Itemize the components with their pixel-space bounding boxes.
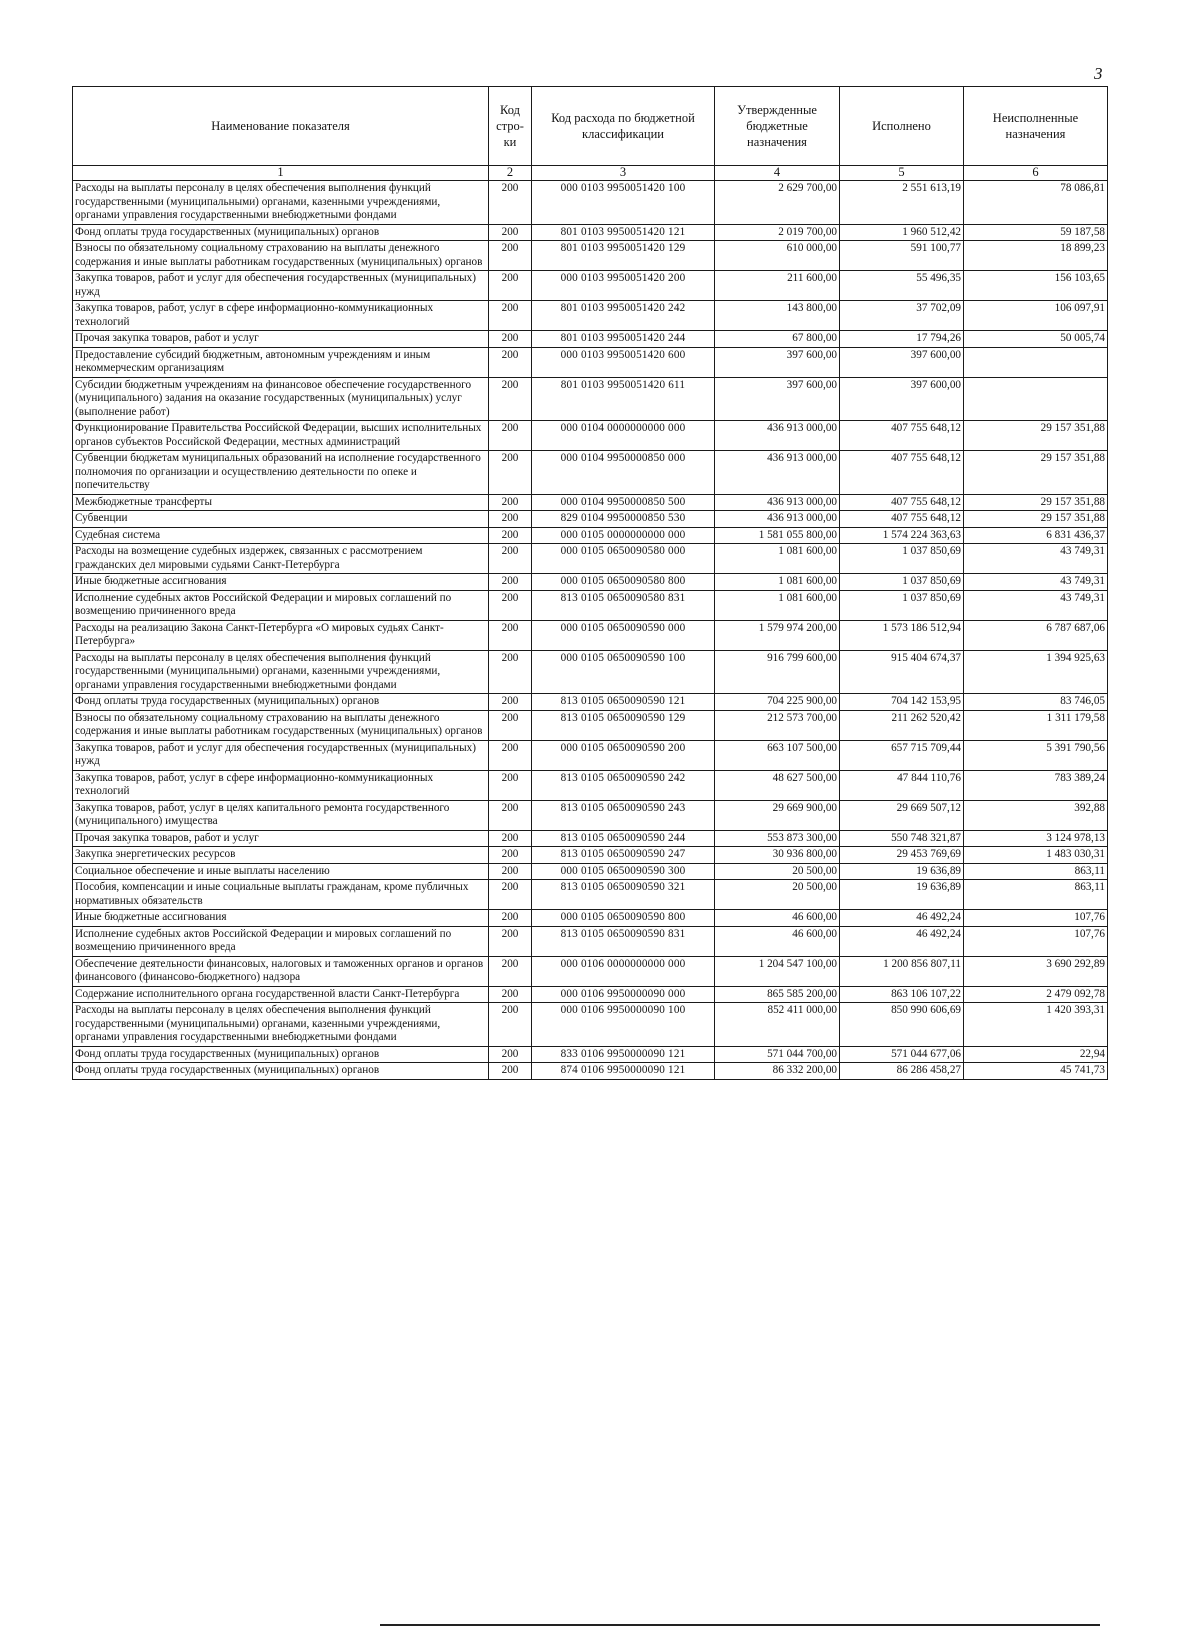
header-expense-code: Код расхода по бюджетной классификации [532, 87, 715, 166]
row-name: Взносы по обязательному социальному страхованию на выплаты денежного содержания и иные выплаты работникам государственных (муниципальных) органов [73, 241, 489, 271]
row-name: Иные бюджетные ассигнования [73, 574, 489, 591]
row-unexecuted: 43 749,31 [964, 574, 1108, 591]
row-line-code: 200 [489, 377, 532, 421]
row-unexecuted: 863,11 [964, 863, 1108, 880]
row-unexecuted: 107,76 [964, 910, 1108, 927]
row-line-code: 200 [489, 880, 532, 910]
row-name: Фонд оплаты труда государственных (муниципальных) органов [73, 1063, 489, 1080]
row-executed: 29 669 507,12 [840, 800, 964, 830]
row-executed: 915 404 674,37 [840, 650, 964, 694]
row-approved: 20 500,00 [715, 880, 840, 910]
row-unexecuted [964, 377, 1108, 421]
row-approved: 86 332 200,00 [715, 1063, 840, 1080]
row-approved: 1 204 547 100,00 [715, 956, 840, 986]
row-executed: 46 492,24 [840, 926, 964, 956]
row-line-code: 200 [489, 527, 532, 544]
row-name: Расходы на возмещение судебных издержек, связанных с рассмотрением гражданских дел мировыми судьями Санкт-Петербурга [73, 544, 489, 574]
row-name: Прочая закупка товаров, работ и услуг [73, 830, 489, 847]
header-row [73, 87, 1108, 166]
table-row [73, 574, 1108, 591]
row-approved: 553 873 300,00 [715, 830, 840, 847]
row-executed: 29 453 769,69 [840, 847, 964, 864]
table-row [73, 847, 1108, 864]
row-name: Исполнение судебных актов Российской Федерации и мировых соглашений по возмещению причиненного вреда [73, 926, 489, 956]
row-unexecuted: 29 157 351,88 [964, 421, 1108, 451]
row-line-code: 200 [489, 347, 532, 377]
row-name: Функционирование Правительства Российской Федерации, высших исполнительных органов субъектов Российской Федерации, местных администраций [73, 421, 489, 451]
row-expense-code: 000 0105 0650090590 800 [532, 910, 715, 927]
row-unexecuted: 1 394 925,63 [964, 650, 1108, 694]
row-unexecuted: 43 749,31 [964, 590, 1108, 620]
row-approved: 852 411 000,00 [715, 1003, 840, 1047]
row-unexecuted: 18 899,23 [964, 241, 1108, 271]
row-executed: 571 044 677,06 [840, 1046, 964, 1063]
row-line-code: 200 [489, 331, 532, 348]
table-row [73, 830, 1108, 847]
row-line-code: 200 [489, 800, 532, 830]
row-expense-code: 813 0105 0650090590 831 [532, 926, 715, 956]
row-name: Субвенции бюджетам муниципальных образований на исполнение государственного полномочия по организации и осуществлению деятельности по опеке и попечительству [73, 451, 489, 495]
row-line-code: 200 [489, 421, 532, 451]
header-executed: Исполнено [840, 87, 964, 166]
row-line-code: 200 [489, 241, 532, 271]
row-line-code: 200 [489, 710, 532, 740]
row-unexecuted: 43 749,31 [964, 544, 1108, 574]
column-number: 2 [489, 166, 532, 181]
row-approved: 436 913 000,00 [715, 511, 840, 528]
row-executed: 19 636,89 [840, 880, 964, 910]
row-approved: 30 936 800,00 [715, 847, 840, 864]
row-name: Закупка товаров, работ и услуг для обеспечения государственных (муниципальных) нужд [73, 740, 489, 770]
row-unexecuted: 783 389,24 [964, 770, 1108, 800]
row-line-code: 200 [489, 740, 532, 770]
row-approved: 67 800,00 [715, 331, 840, 348]
row-line-code: 200 [489, 1046, 532, 1063]
row-name: Расходы на реализацию Закона Санкт-Петербурга «О мировых судьях Санкт-Петербурга» [73, 620, 489, 650]
row-line-code: 200 [489, 620, 532, 650]
row-executed: 1 200 856 807,11 [840, 956, 964, 986]
row-unexecuted: 3 690 292,89 [964, 956, 1108, 986]
row-line-code: 200 [489, 910, 532, 927]
row-executed: 46 492,24 [840, 910, 964, 927]
row-name: Прочая закупка товаров, работ и услуг [73, 331, 489, 348]
table-row [73, 880, 1108, 910]
row-unexecuted: 45 741,73 [964, 1063, 1108, 1080]
header-line-code: Код стро- ки [489, 87, 532, 166]
row-line-code: 200 [489, 956, 532, 986]
row-executed: 37 702,09 [840, 301, 964, 331]
table-row [73, 956, 1108, 986]
row-name: Закупка товаров, работ, услуг в сфере информационно-коммуникационных технологий [73, 770, 489, 800]
row-approved: 46 600,00 [715, 926, 840, 956]
row-executed: 407 755 648,12 [840, 511, 964, 528]
row-unexecuted: 1 483 030,31 [964, 847, 1108, 864]
table-row [73, 544, 1108, 574]
column-number-row [73, 166, 1108, 181]
row-line-code: 200 [489, 847, 532, 864]
row-unexecuted: 2 479 092,78 [964, 986, 1108, 1003]
row-expense-code: 813 0105 0650090590 129 [532, 710, 715, 740]
row-expense-code: 000 0105 0000000000 000 [532, 527, 715, 544]
row-expense-code: 000 0106 9950000090 000 [532, 986, 715, 1003]
table-row [73, 494, 1108, 511]
table-row [73, 910, 1108, 927]
table-row [73, 301, 1108, 331]
row-expense-code: 000 0105 0650090590 100 [532, 650, 715, 694]
table-row [73, 271, 1108, 301]
row-line-code: 200 [489, 224, 532, 241]
table-row [73, 451, 1108, 495]
row-executed: 591 100,77 [840, 241, 964, 271]
row-executed: 19 636,89 [840, 863, 964, 880]
row-unexecuted: 863,11 [964, 880, 1108, 910]
row-expense-code: 000 0106 0000000000 000 [532, 956, 715, 986]
row-name: Межбюджетные трансферты [73, 494, 489, 511]
row-expense-code: 000 0105 0650090580 800 [532, 574, 715, 591]
row-name: Субсидии бюджетным учреждениям на финансовое обеспечение государственного (муниципального) задания на оказание государственных (муниципальных) услуг (выполнение работ) [73, 377, 489, 421]
row-expense-code: 829 0104 9950000850 530 [532, 511, 715, 528]
column-number: 3 [532, 166, 715, 181]
budget-execution-table [72, 86, 1108, 1080]
row-executed: 657 715 709,44 [840, 740, 964, 770]
column-number: 5 [840, 166, 964, 181]
row-executed: 1 037 850,69 [840, 590, 964, 620]
row-line-code: 200 [489, 511, 532, 528]
row-unexecuted: 29 157 351,88 [964, 494, 1108, 511]
row-expense-code: 000 0103 9950051420 600 [532, 347, 715, 377]
row-expense-code: 000 0105 0650090590 300 [532, 863, 715, 880]
row-name: Фонд оплаты труда государственных (муниципальных) органов [73, 694, 489, 711]
row-name: Иные бюджетные ассигнования [73, 910, 489, 927]
row-approved: 436 913 000,00 [715, 494, 840, 511]
table-row [73, 527, 1108, 544]
table-row [73, 926, 1108, 956]
row-line-code: 200 [489, 494, 532, 511]
row-expense-code: 000 0105 0650090590 000 [532, 620, 715, 650]
row-expense-code: 801 0103 9950051420 244 [532, 331, 715, 348]
row-executed: 407 755 648,12 [840, 451, 964, 495]
row-approved: 436 913 000,00 [715, 451, 840, 495]
row-executed: 211 262 520,42 [840, 710, 964, 740]
row-unexecuted: 106 097,91 [964, 301, 1108, 331]
row-executed: 397 600,00 [840, 347, 964, 377]
row-approved: 143 800,00 [715, 301, 840, 331]
row-approved: 29 669 900,00 [715, 800, 840, 830]
table-row [73, 331, 1108, 348]
table-row [73, 590, 1108, 620]
table-row [73, 800, 1108, 830]
row-expense-code: 801 0103 9950051420 242 [532, 301, 715, 331]
row-name: Субвенции [73, 511, 489, 528]
row-expense-code: 813 0105 0650090580 831 [532, 590, 715, 620]
row-name: Закупка товаров, работ, услуг в целях капитального ремонта государственного (муниципального) имущества [73, 800, 489, 830]
header-approved: Утвержденные бюджетные назначения [715, 87, 840, 166]
row-approved: 1 081 600,00 [715, 544, 840, 574]
row-name: Закупка энергетических ресурсов [73, 847, 489, 864]
row-unexecuted: 156 103,65 [964, 271, 1108, 301]
row-expense-code: 000 0105 0650090580 000 [532, 544, 715, 574]
row-approved: 704 225 900,00 [715, 694, 840, 711]
row-expense-code: 813 0105 0650090590 244 [532, 830, 715, 847]
row-line-code: 200 [489, 574, 532, 591]
row-unexecuted: 78 086,81 [964, 181, 1108, 225]
row-expense-code: 000 0103 9950051420 100 [532, 181, 715, 225]
row-line-code: 200 [489, 830, 532, 847]
row-expense-code: 833 0106 9950000090 121 [532, 1046, 715, 1063]
row-name: Фонд оплаты труда государственных (муниципальных) органов [73, 1046, 489, 1063]
row-unexecuted: 392,88 [964, 800, 1108, 830]
row-approved: 916 799 600,00 [715, 650, 840, 694]
column-number: 6 [964, 166, 1108, 181]
row-line-code: 200 [489, 770, 532, 800]
row-executed: 407 755 648,12 [840, 421, 964, 451]
row-line-code: 200 [489, 926, 532, 956]
row-line-code: 200 [489, 694, 532, 711]
row-unexecuted: 5 391 790,56 [964, 740, 1108, 770]
row-executed: 550 748 321,87 [840, 830, 964, 847]
table-row [73, 224, 1108, 241]
row-name: Социальное обеспечение и иные выплаты населению [73, 863, 489, 880]
row-approved: 436 913 000,00 [715, 421, 840, 451]
table-row [73, 181, 1108, 225]
page-number: 3 [1094, 64, 1103, 83]
table-body [73, 181, 1108, 1080]
row-expense-code: 813 0105 0650090590 247 [532, 847, 715, 864]
row-unexecuted: 29 157 351,88 [964, 451, 1108, 495]
row-approved: 2 629 700,00 [715, 181, 840, 225]
row-name: Расходы на выплаты персоналу в целях обеспечения выполнения функций государственными (муниципальными) органами, казенными учреждениями, органами управления государственными внебюджетными фондами [73, 1003, 489, 1047]
row-expense-code: 813 0105 0650090590 242 [532, 770, 715, 800]
row-unexecuted: 83 746,05 [964, 694, 1108, 711]
row-name: Закупка товаров, работ и услуг для обеспечения государственных (муниципальных) нужд [73, 271, 489, 301]
row-line-code: 200 [489, 301, 532, 331]
row-expense-code: 000 0104 9950000850 000 [532, 451, 715, 495]
row-approved: 1 081 600,00 [715, 590, 840, 620]
row-expense-code: 801 0103 9950051420 129 [532, 241, 715, 271]
row-approved: 397 600,00 [715, 347, 840, 377]
table-row [73, 770, 1108, 800]
row-name: Закупка товаров, работ, услуг в сфере информационно-коммуникационных технологий [73, 301, 489, 331]
row-unexecuted: 29 157 351,88 [964, 511, 1108, 528]
column-number: 4 [715, 166, 840, 181]
row-line-code: 200 [489, 1003, 532, 1047]
row-executed: 397 600,00 [840, 377, 964, 421]
row-line-code: 200 [489, 271, 532, 301]
row-approved: 1 081 600,00 [715, 574, 840, 591]
table-row [73, 377, 1108, 421]
column-number: 1 [73, 166, 489, 181]
row-expense-code: 000 0103 9950051420 200 [532, 271, 715, 301]
row-expense-code: 000 0104 0000000000 000 [532, 421, 715, 451]
row-unexecuted: 6 831 436,37 [964, 527, 1108, 544]
row-executed: 1 574 224 363,63 [840, 527, 964, 544]
row-line-code: 200 [489, 590, 532, 620]
row-approved: 48 627 500,00 [715, 770, 840, 800]
row-executed: 407 755 648,12 [840, 494, 964, 511]
table-row [73, 650, 1108, 694]
table-row [73, 1046, 1108, 1063]
row-line-code: 200 [489, 451, 532, 495]
row-expense-code: 813 0105 0650090590 321 [532, 880, 715, 910]
table-row [73, 1063, 1108, 1080]
table-row [73, 421, 1108, 451]
table-row [73, 694, 1108, 711]
row-expense-code: 000 0105 0650090590 200 [532, 740, 715, 770]
row-executed: 1 960 512,42 [840, 224, 964, 241]
row-expense-code: 801 0103 9950051420 611 [532, 377, 715, 421]
row-name: Взносы по обязательному социальному страхованию на выплаты денежного содержания и иные выплаты работникам государственных (муниципальных) органов [73, 710, 489, 740]
row-line-code: 200 [489, 863, 532, 880]
header-unexecuted: Неисполненные назначения [964, 87, 1108, 166]
row-approved: 1 581 055 800,00 [715, 527, 840, 544]
table-row [73, 241, 1108, 271]
table-row [73, 620, 1108, 650]
row-name: Пособия, компенсации и иные социальные выплаты гражданам, кроме публичных нормативных обязательств [73, 880, 489, 910]
row-unexecuted [964, 347, 1108, 377]
row-approved: 610 000,00 [715, 241, 840, 271]
row-unexecuted: 1 311 179,58 [964, 710, 1108, 740]
row-approved: 46 600,00 [715, 910, 840, 927]
row-name: Расходы на выплаты персоналу в целях обеспечения выполнения функций государственными (муниципальными) органами, казенными учреждениями, органами управления государственными внебюджетными фондами [73, 181, 489, 225]
row-executed: 1 037 850,69 [840, 544, 964, 574]
row-approved: 2 019 700,00 [715, 224, 840, 241]
row-line-code: 200 [489, 544, 532, 574]
row-name: Судебная система [73, 527, 489, 544]
row-unexecuted: 6 787 687,06 [964, 620, 1108, 650]
row-approved: 571 044 700,00 [715, 1046, 840, 1063]
row-unexecuted: 22,94 [964, 1046, 1108, 1063]
row-executed: 86 286 458,27 [840, 1063, 964, 1080]
row-approved: 20 500,00 [715, 863, 840, 880]
row-approved: 212 573 700,00 [715, 710, 840, 740]
row-unexecuted: 107,76 [964, 926, 1108, 956]
row-expense-code: 874 0106 9950000090 121 [532, 1063, 715, 1080]
table-row [73, 986, 1108, 1003]
row-name: Исполнение судебных актов Российской Федерации и мировых соглашений по возмещению причиненного вреда [73, 590, 489, 620]
row-name: Расходы на выплаты персоналу в целях обеспечения выполнения функций государственными (муниципальными) органами, казенными учреждениями, органами управления государственными внебюджетными фондами [73, 650, 489, 694]
row-unexecuted: 3 124 978,13 [964, 830, 1108, 847]
row-line-code: 200 [489, 986, 532, 1003]
row-executed: 47 844 110,76 [840, 770, 964, 800]
table-row [73, 347, 1108, 377]
header-name: Наименование показателя [73, 87, 489, 166]
row-executed: 704 142 153,95 [840, 694, 964, 711]
row-expense-code: 813 0105 0650090590 121 [532, 694, 715, 711]
row-unexecuted: 1 420 393,31 [964, 1003, 1108, 1047]
row-executed: 1 037 850,69 [840, 574, 964, 591]
bottom-rule [380, 1624, 1100, 1626]
row-approved: 211 600,00 [715, 271, 840, 301]
row-name: Обеспечение деятельности финансовых, налоговых и таможенных органов и органов финансового (финансово-бюджетного) надзора [73, 956, 489, 986]
row-line-code: 200 [489, 650, 532, 694]
row-name: Содержание исполнительного органа государственной власти Санкт-Петербурга [73, 986, 489, 1003]
row-approved: 1 579 974 200,00 [715, 620, 840, 650]
row-unexecuted: 50 005,74 [964, 331, 1108, 348]
row-executed: 17 794,26 [840, 331, 964, 348]
row-executed: 850 990 606,69 [840, 1003, 964, 1047]
row-name: Фонд оплаты труда государственных (муниципальных) органов [73, 224, 489, 241]
row-name: Предоставление субсидий бюджетным, автономным учреждениям и иным некоммерческим организациям [73, 347, 489, 377]
row-approved: 663 107 500,00 [715, 740, 840, 770]
row-expense-code: 801 0103 9950051420 121 [532, 224, 715, 241]
row-executed: 2 551 613,19 [840, 181, 964, 225]
row-approved: 397 600,00 [715, 377, 840, 421]
table-row [73, 511, 1108, 528]
table-row [73, 863, 1108, 880]
row-approved: 865 585 200,00 [715, 986, 840, 1003]
row-executed: 1 573 186 512,94 [840, 620, 964, 650]
row-expense-code: 000 0106 9950000090 100 [532, 1003, 715, 1047]
row-executed: 863 106 107,22 [840, 986, 964, 1003]
table-row [73, 1003, 1108, 1047]
row-expense-code: 813 0105 0650090590 243 [532, 800, 715, 830]
row-line-code: 200 [489, 181, 532, 225]
row-line-code: 200 [489, 1063, 532, 1080]
row-unexecuted: 59 187,58 [964, 224, 1108, 241]
row-executed: 55 496,35 [840, 271, 964, 301]
table-row [73, 740, 1108, 770]
table-row [73, 710, 1108, 740]
row-expense-code: 000 0104 9950000850 500 [532, 494, 715, 511]
